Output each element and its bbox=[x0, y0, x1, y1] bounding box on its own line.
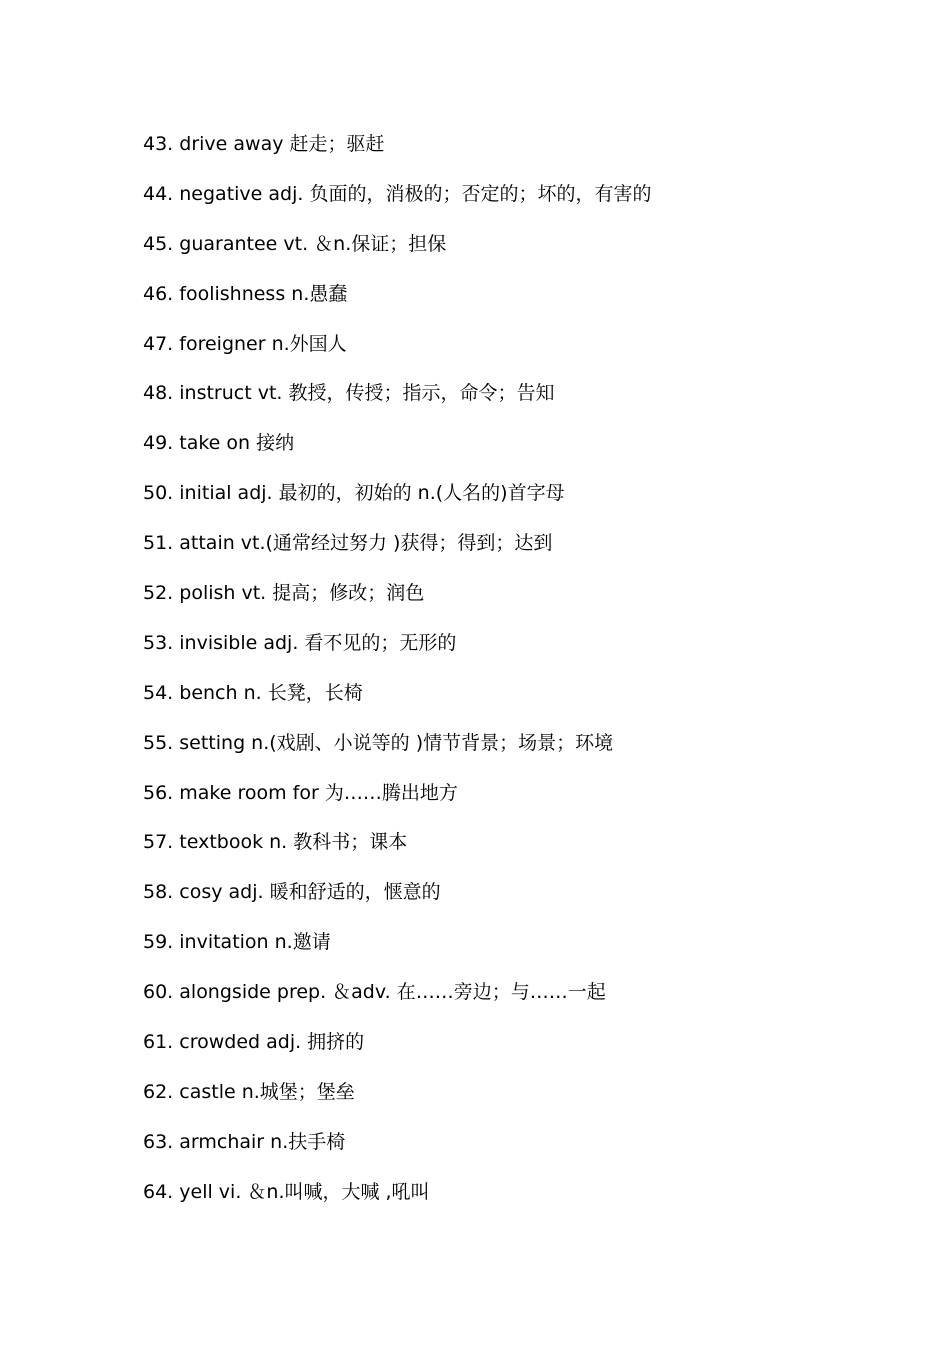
entry-text: attain vt.(通常经过努力 )获得；得到；达到 bbox=[179, 532, 553, 555]
vocab-entry bbox=[143, 877, 651, 927]
entry-number: 49. bbox=[143, 432, 174, 455]
entry-text: instruct vt. 教授，传授；指示，命令；告知 bbox=[179, 382, 555, 405]
entry-number: 59. bbox=[143, 931, 174, 954]
vocab-entry bbox=[143, 578, 651, 628]
vocab-entry bbox=[143, 827, 651, 877]
entry-text: setting n.(戏剧、小说等的 )情节背景；场景；环境 bbox=[179, 731, 614, 754]
vocab-entry bbox=[143, 1127, 651, 1177]
entry-number: 47. bbox=[143, 332, 174, 355]
entry-number: 51. bbox=[143, 532, 174, 555]
entry-text: alongside prep. ＆adv. 在……旁边；与……一起 bbox=[179, 981, 606, 1004]
vocab-entry bbox=[143, 229, 651, 279]
vocabulary-list bbox=[143, 129, 651, 1227]
entry-text: crowded adj. 拥挤的 bbox=[179, 1031, 365, 1054]
entry-text: invisible adj. 看不见的；无形的 bbox=[179, 631, 457, 654]
entry-text: armchair n.扶手椅 bbox=[179, 1130, 346, 1153]
entry-text: drive away 赶走；驱赶 bbox=[179, 133, 385, 155]
vocab-entry bbox=[143, 378, 651, 428]
vocab-entry bbox=[143, 678, 651, 728]
entry-number: 43. bbox=[143, 133, 174, 155]
vocab-entry bbox=[143, 329, 651, 379]
vocab-entry bbox=[143, 1077, 651, 1127]
entry-number: 54. bbox=[143, 681, 174, 704]
vocab-entry bbox=[143, 927, 651, 977]
entry-number: 61. bbox=[143, 1031, 174, 1054]
entry-text: invitation n.邀请 bbox=[179, 931, 331, 954]
entry-text: foolishness n.愚蠢 bbox=[179, 282, 348, 305]
entry-number: 53. bbox=[143, 631, 174, 654]
entry-number: 56. bbox=[143, 781, 174, 804]
entry-number: 60. bbox=[143, 981, 174, 1004]
vocab-entry bbox=[143, 1177, 651, 1227]
vocab-entry bbox=[143, 1027, 651, 1077]
entry-text: initial adj. 最初的，初始的 n.(人名的)首字母 bbox=[179, 482, 565, 505]
entry-text: bench n. 长凳，长椅 bbox=[179, 681, 363, 704]
entry-text: polish vt. 提高；修改；润色 bbox=[179, 582, 425, 605]
entry-number: 48. bbox=[143, 382, 174, 405]
entry-number: 58. bbox=[143, 881, 174, 904]
entry-number: 44. bbox=[143, 182, 174, 205]
entry-text: textbook n. 教科书；课本 bbox=[179, 831, 408, 854]
entry-number: 46. bbox=[143, 282, 174, 305]
vocab-entry bbox=[143, 279, 651, 329]
entry-text: cosy adj. 暖和舒适的，惬意的 bbox=[179, 881, 441, 904]
vocab-entry bbox=[143, 428, 651, 478]
entry-number: 45. bbox=[143, 232, 174, 255]
entry-text: take on 接纳 bbox=[179, 432, 295, 455]
vocab-entry bbox=[143, 778, 651, 828]
vocab-entry bbox=[143, 478, 651, 528]
entry-number: 55. bbox=[143, 731, 174, 754]
entry-number: 63. bbox=[143, 1130, 174, 1153]
entry-text: make room for 为……腾出地方 bbox=[179, 781, 458, 804]
entry-text: yell vi. ＆n.叫喊，大喊 ,吼叫 bbox=[179, 1180, 430, 1203]
entry-number: 57. bbox=[143, 831, 174, 854]
entry-number: 64. bbox=[143, 1180, 174, 1203]
vocab-entry bbox=[143, 179, 651, 229]
vocab-entry bbox=[143, 528, 651, 578]
vocab-entry bbox=[143, 628, 651, 678]
entry-text: castle n.城堡；堡垒 bbox=[179, 1080, 355, 1103]
vocab-entry bbox=[143, 728, 651, 778]
entry-text: foreigner n.外国人 bbox=[179, 332, 347, 355]
vocab-entry bbox=[143, 129, 651, 179]
entry-number: 62. bbox=[143, 1080, 174, 1103]
entry-number: 52. bbox=[143, 582, 174, 605]
entry-number: 50. bbox=[143, 482, 174, 505]
entry-text: negative adj. 负面的，消极的；否定的；坏的，有害的 bbox=[179, 182, 652, 205]
entry-text: guarantee vt. ＆n.保证；担保 bbox=[179, 232, 447, 255]
vocab-entry bbox=[143, 977, 651, 1027]
